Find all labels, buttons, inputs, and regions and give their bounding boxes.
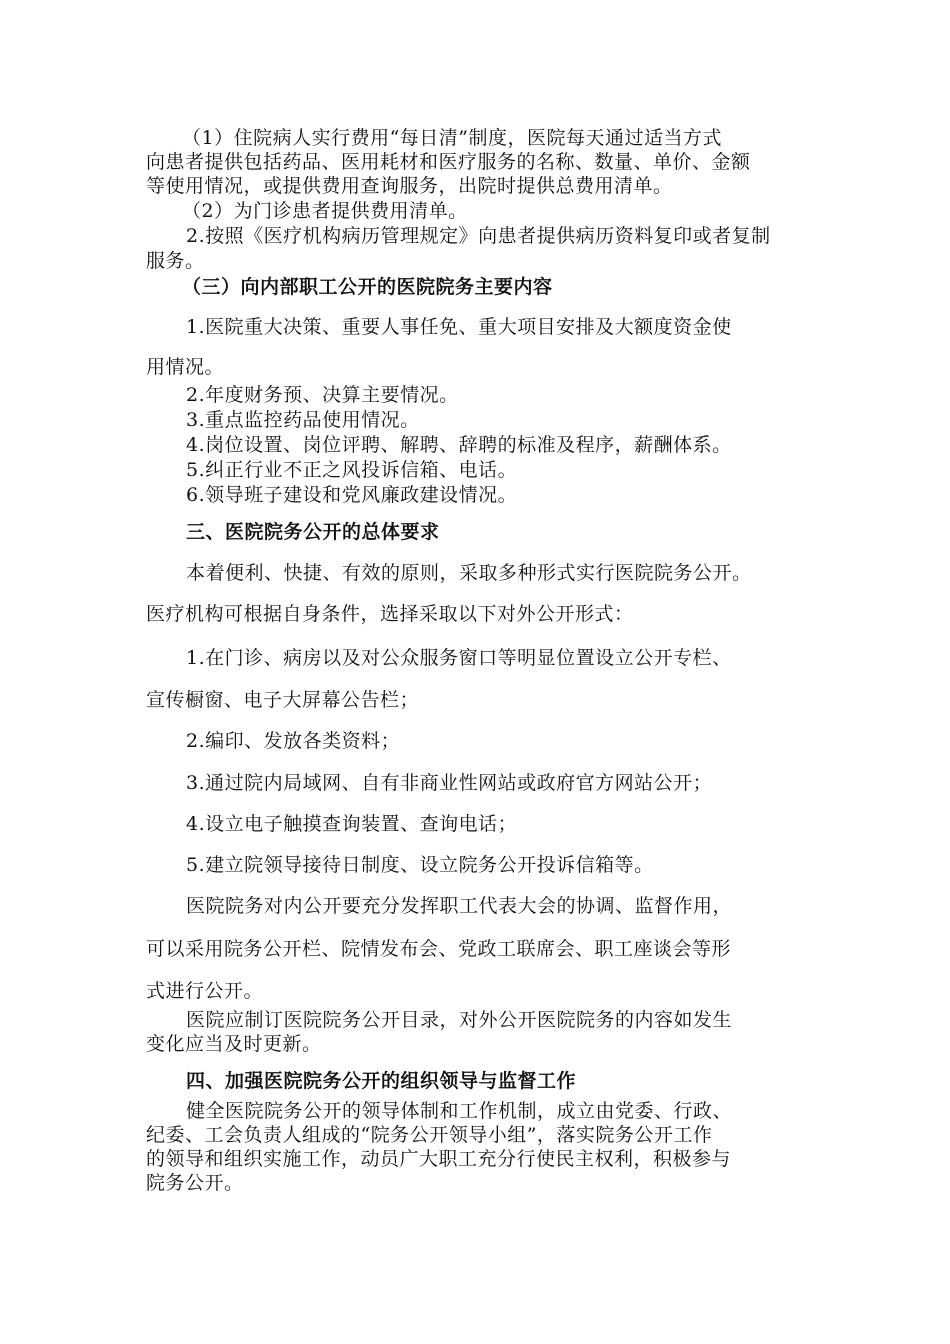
paragraph-line: 2.年度财务预、决算主要情况。 xyxy=(186,384,459,406)
paragraph-line: 4.岗位设置、岗位评聘、解聘、辞聘的标准及程序，薪酬体系。 xyxy=(186,434,732,456)
paragraph-line: 可以采用院务公开栏、院情发布会、党政工联席会、职工座谈会等形 xyxy=(146,938,732,960)
paragraph-line: 用情况。 xyxy=(146,356,225,378)
paragraph-line: 1.在门诊、病房以及对公众服务窗口等明显位置设立公开专栏、 xyxy=(186,647,732,669)
paragraph-line: 6.领导班子建设和党风廉政建设情况。 xyxy=(186,484,518,506)
paragraph-line: 医院应制订医院院务公开目录，对外公开医院院务的内容如发生 xyxy=(186,1009,733,1031)
section-heading: 三、医院院务公开的总体要求 xyxy=(186,521,440,543)
paragraph-line: 的领导和组织实施工作，动员广大职工充分行使民主权利，积极参与 xyxy=(146,1148,732,1170)
paragraph-line: 2.编印、发放各类资料； xyxy=(186,730,401,752)
paragraph-line: 院务公开。 xyxy=(146,1172,244,1194)
paragraph-line: 医疗机构可根据自身条件，选择采取以下对外公开形式： xyxy=(146,603,634,625)
paragraph-line: 服务。 xyxy=(146,250,205,272)
paragraph-line: 等使用情况，或提供费用查询服务，出院时提供总费用清单。 xyxy=(146,175,673,197)
paragraph-line: 5.纠正行业不正之风投诉信箱、电话。 xyxy=(186,459,518,481)
section-heading: 四、加强医院院务公开的组织领导与监督工作 xyxy=(186,1070,577,1092)
paragraph-line: 变化应当及时更新。 xyxy=(146,1033,322,1055)
paragraph-line: （1）住院病人实行费用“每日清”制度，医院每天通过适当方式 xyxy=(182,127,723,149)
paragraph-line: 宣传橱窗、电子大屏幕公告栏； xyxy=(146,689,420,711)
paragraph-line: 4.设立电子触摸查询装置、查询电话； xyxy=(186,813,518,835)
paragraph-line: 3.重点监控药品使用情况。 xyxy=(186,409,420,431)
paragraph-line: 1.医院重大决策、重要人事任免、重大项目安排及大额度资金使 xyxy=(186,316,732,338)
section-heading: （三）向内部职工公开的医院院务主要内容 xyxy=(182,276,553,298)
paragraph-line: 3.通过院内局域网、自有非商业性网站或政府官方网站公开； xyxy=(186,772,713,794)
paragraph-line: （2）为门诊患者提供费用清单。 xyxy=(182,200,468,222)
paragraph-line: 式进行公开。 xyxy=(146,980,264,1002)
paragraph-line: 向患者提供包括药品、医用耗材和医疗服务的名称、数量、单价、金额 xyxy=(146,151,751,173)
paragraph-line: 5.建立院领导接待日制度、设立院务公开投诉信箱等。 xyxy=(186,854,654,876)
paragraph-line: 纪委、工会负责人组成的“院务公开领导小组”，落实院务公开工作 xyxy=(146,1124,713,1146)
paragraph-line: 2.按照《医疗机构病历管理规定》向患者提供病历资料复印或者复制 xyxy=(186,225,771,247)
paragraph-line: 健全医院院务公开的领导体制和工作机制，成立由党委、行政、 xyxy=(186,1100,733,1122)
paragraph-line: 本着便利、快捷、有效的原则，采取多种形式实行医院院务公开。 xyxy=(186,562,752,584)
paragraph-line: 医院院务对内公开要充分发挥职工代表大会的协调、监督作用， xyxy=(186,895,733,917)
